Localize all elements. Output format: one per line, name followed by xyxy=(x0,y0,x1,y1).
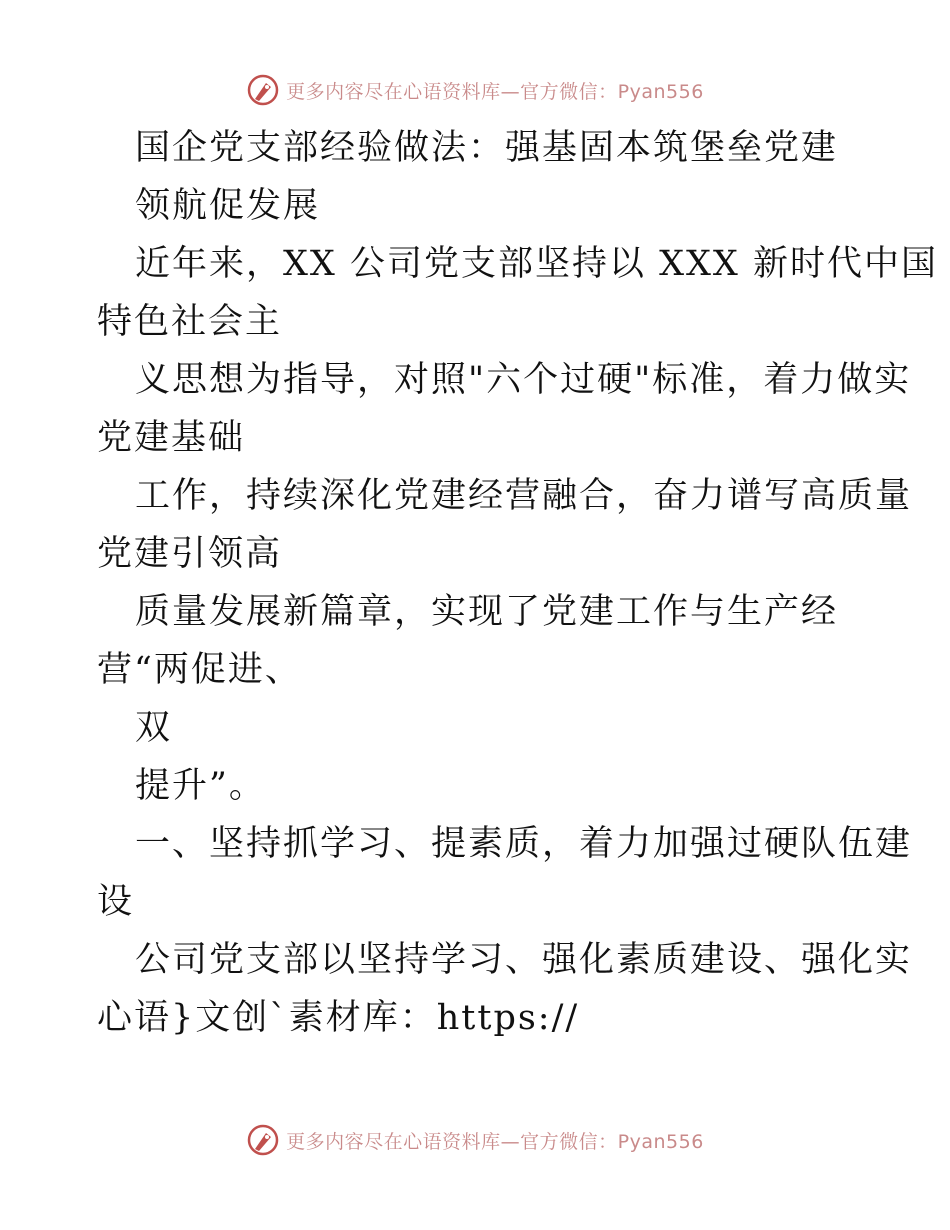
paragraph-line: 心语}文创`素材库：https:// xyxy=(97,998,580,1038)
paragraph-line: 工作，持续深化党建经营融合，奋力谱写高质量 xyxy=(135,476,913,516)
paragraph-line: 党建引领高 xyxy=(97,534,283,574)
paragraph-line: 近年来，XX 公司党支部坚持以 XXX 新时代中国 xyxy=(135,244,938,284)
header-banner xyxy=(0,70,950,110)
paragraph-line: 提升”。 xyxy=(135,766,266,806)
header-banner-text: 更多内容尽在心语资料库—官方微信：Pyan556 xyxy=(286,80,704,103)
paragraph-line: 党建基础 xyxy=(97,418,246,458)
pen-nib-logo-icon xyxy=(246,1123,280,1157)
pen-nib-logo-icon xyxy=(246,73,280,107)
paragraph-line: 义思想为指导，对照"六个过硬"标准，着力做实 xyxy=(135,360,912,400)
footer-banner xyxy=(0,1120,950,1160)
paragraph-line: 公司党支部以坚持学习、强化素质建设、强化实 xyxy=(135,940,913,980)
doc-title-line-1: 国企党支部经验做法：强基固本筑堡垒党建 xyxy=(135,128,839,168)
paragraph-line: 双 xyxy=(135,708,173,748)
paragraph-line: 营“两促进、 xyxy=(97,650,302,690)
footer-banner-text: 更多内容尽在心语资料库—官方微信：Pyan556 xyxy=(286,1130,704,1153)
paragraph-line: 特色社会主 xyxy=(97,302,283,342)
doc-title-line-2: 领航促发展 xyxy=(135,186,321,226)
paragraph-line: 质量发展新篇章，实现了党建工作与生产经 xyxy=(135,592,839,632)
section-heading-line: 设 xyxy=(97,882,135,922)
section-heading-line: 一、坚持抓学习、提素质，着力加强过硬队伍建 xyxy=(135,824,913,864)
